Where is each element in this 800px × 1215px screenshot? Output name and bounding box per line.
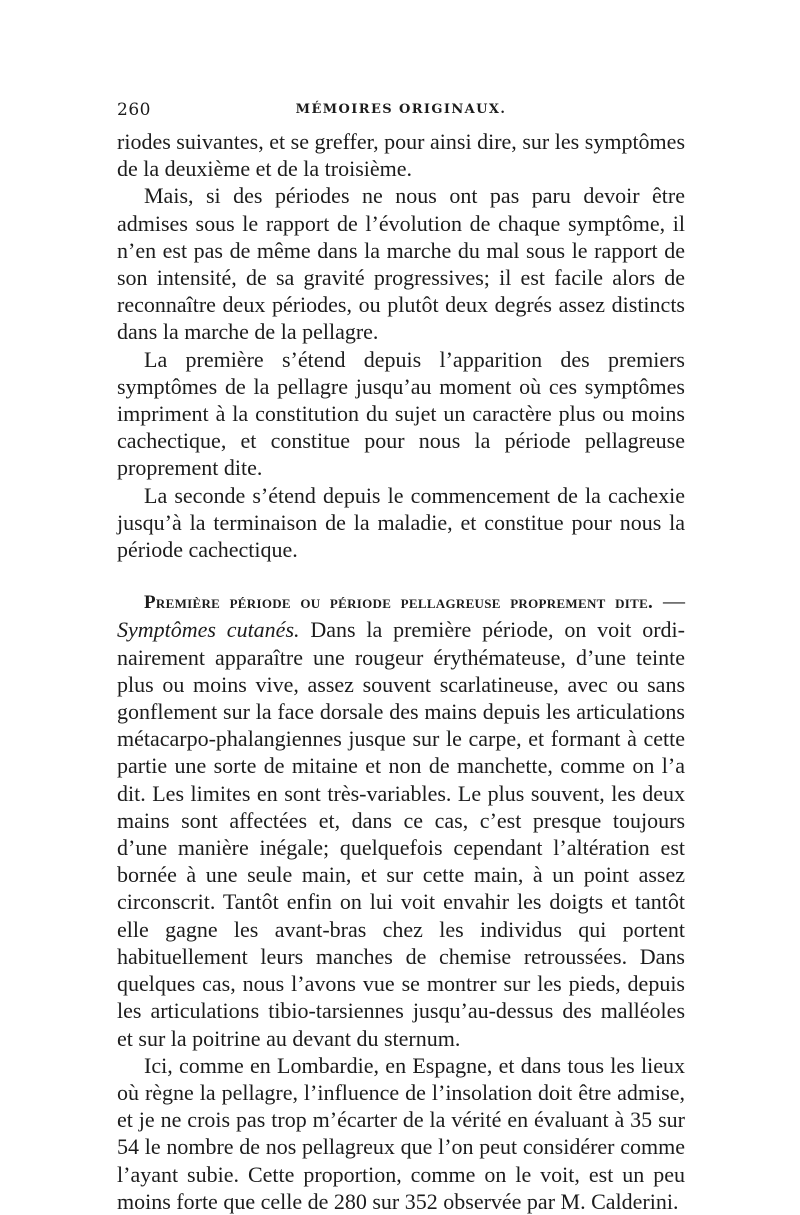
section-paragraph	[117, 587, 685, 1051]
paragraph-first-period: La première s’étend depuis l’apparition des premiers symptômes de la pellagre jusqu’au moment où ces symptômes impriment à la constitution du sujet un caractère plus ou moins cachectique, et constitue pour nous la période pellagreuse proprement dite.	[117, 346, 685, 481]
paragraph-periods: Mais, si des périodes ne nous ont pas paru devoir être admises sous le rapport de l’évolution de chaque symptôme, il n’en est pas de même dans la marche du mal sous le rapport de son intensité, de sa gravité progressives; il est facile alors de reconnaître deux périodes, ou plutôt deux degrés assez distincts dans la marche de la pellagre.	[117, 183, 685, 345]
paragraph-insolation: Ici, comme en Lombardie, en Espagne, et dans tous les lieux où règne la pellagre, l’influence de l’insolation doit être admise, et je ne crois pas trop m’écarter de la vérité en évaluant à 35 sur 54 le nombre de nos pellagreux que l’on peut considérer comme l’ayant subie. Cette proportion, comme on le voit, est un peu moins forte que celle de 280 sur 352 observée par M. Calderini.	[117, 1052, 685, 1214]
em-dash: —	[663, 588, 685, 614]
running-head: MÉMOIRES ORIGINAUX.	[295, 102, 507, 117]
paragraph-second-period: La seconde s’étend depuis le commencement de la cachexie jusqu’à la terminaison de la maladie, et constitue pour nous la période cachectique.	[117, 482, 685, 563]
page-body	[117, 128, 685, 1215]
paragraph-cutaneous-symptoms: Dans la première période, on voit ordinairement apparaître une rougeur érythémateuse, d’une teinte plus ou moins vive, assez souvent scarlatineuse, avec ou sans gonflement sur la face dorsale des mains depuis les articulations métacarpo-phalangiennes jusque sur le carpe, et formant à cette partie une sorte de mitaine et non de manchette, comme on l’a dit. Les limites en sont très-variables. Le plus souvent, les deux mains sont affectées et, dans ce cas, c’est presque toujours d’une manière inégale; quelquefois cependant l’altération est bornée à une seule main, et sur cette main, à un point assez circonscrit. Tantôt enfin on lui voit envahir les doigts et tantôt elle gagne les avant-bras chez les individus qui portent habituellement leurs manches de chemise retroussées. Dans quelques cas, nous l’avons vue se montrer sur les pieds, depuis les articulations tibio-tarsiennes jusqu’au-dessus des malléoles et sur la poitrine au devant du sternum.	[117, 617, 685, 1051]
subsection-heading: Symptômes cutanés.	[117, 617, 300, 643]
page-number: 260	[117, 100, 151, 120]
section-heading: Première période ou période pellagreuse proprement dite.	[144, 592, 654, 614]
section-spacer	[117, 563, 685, 587]
paragraph-continuation: riodes suivantes, et se greffer, pour ainsi dire, sur les symptômes de la deuxième et de la troisième.	[117, 129, 685, 182]
page-header	[117, 100, 685, 126]
